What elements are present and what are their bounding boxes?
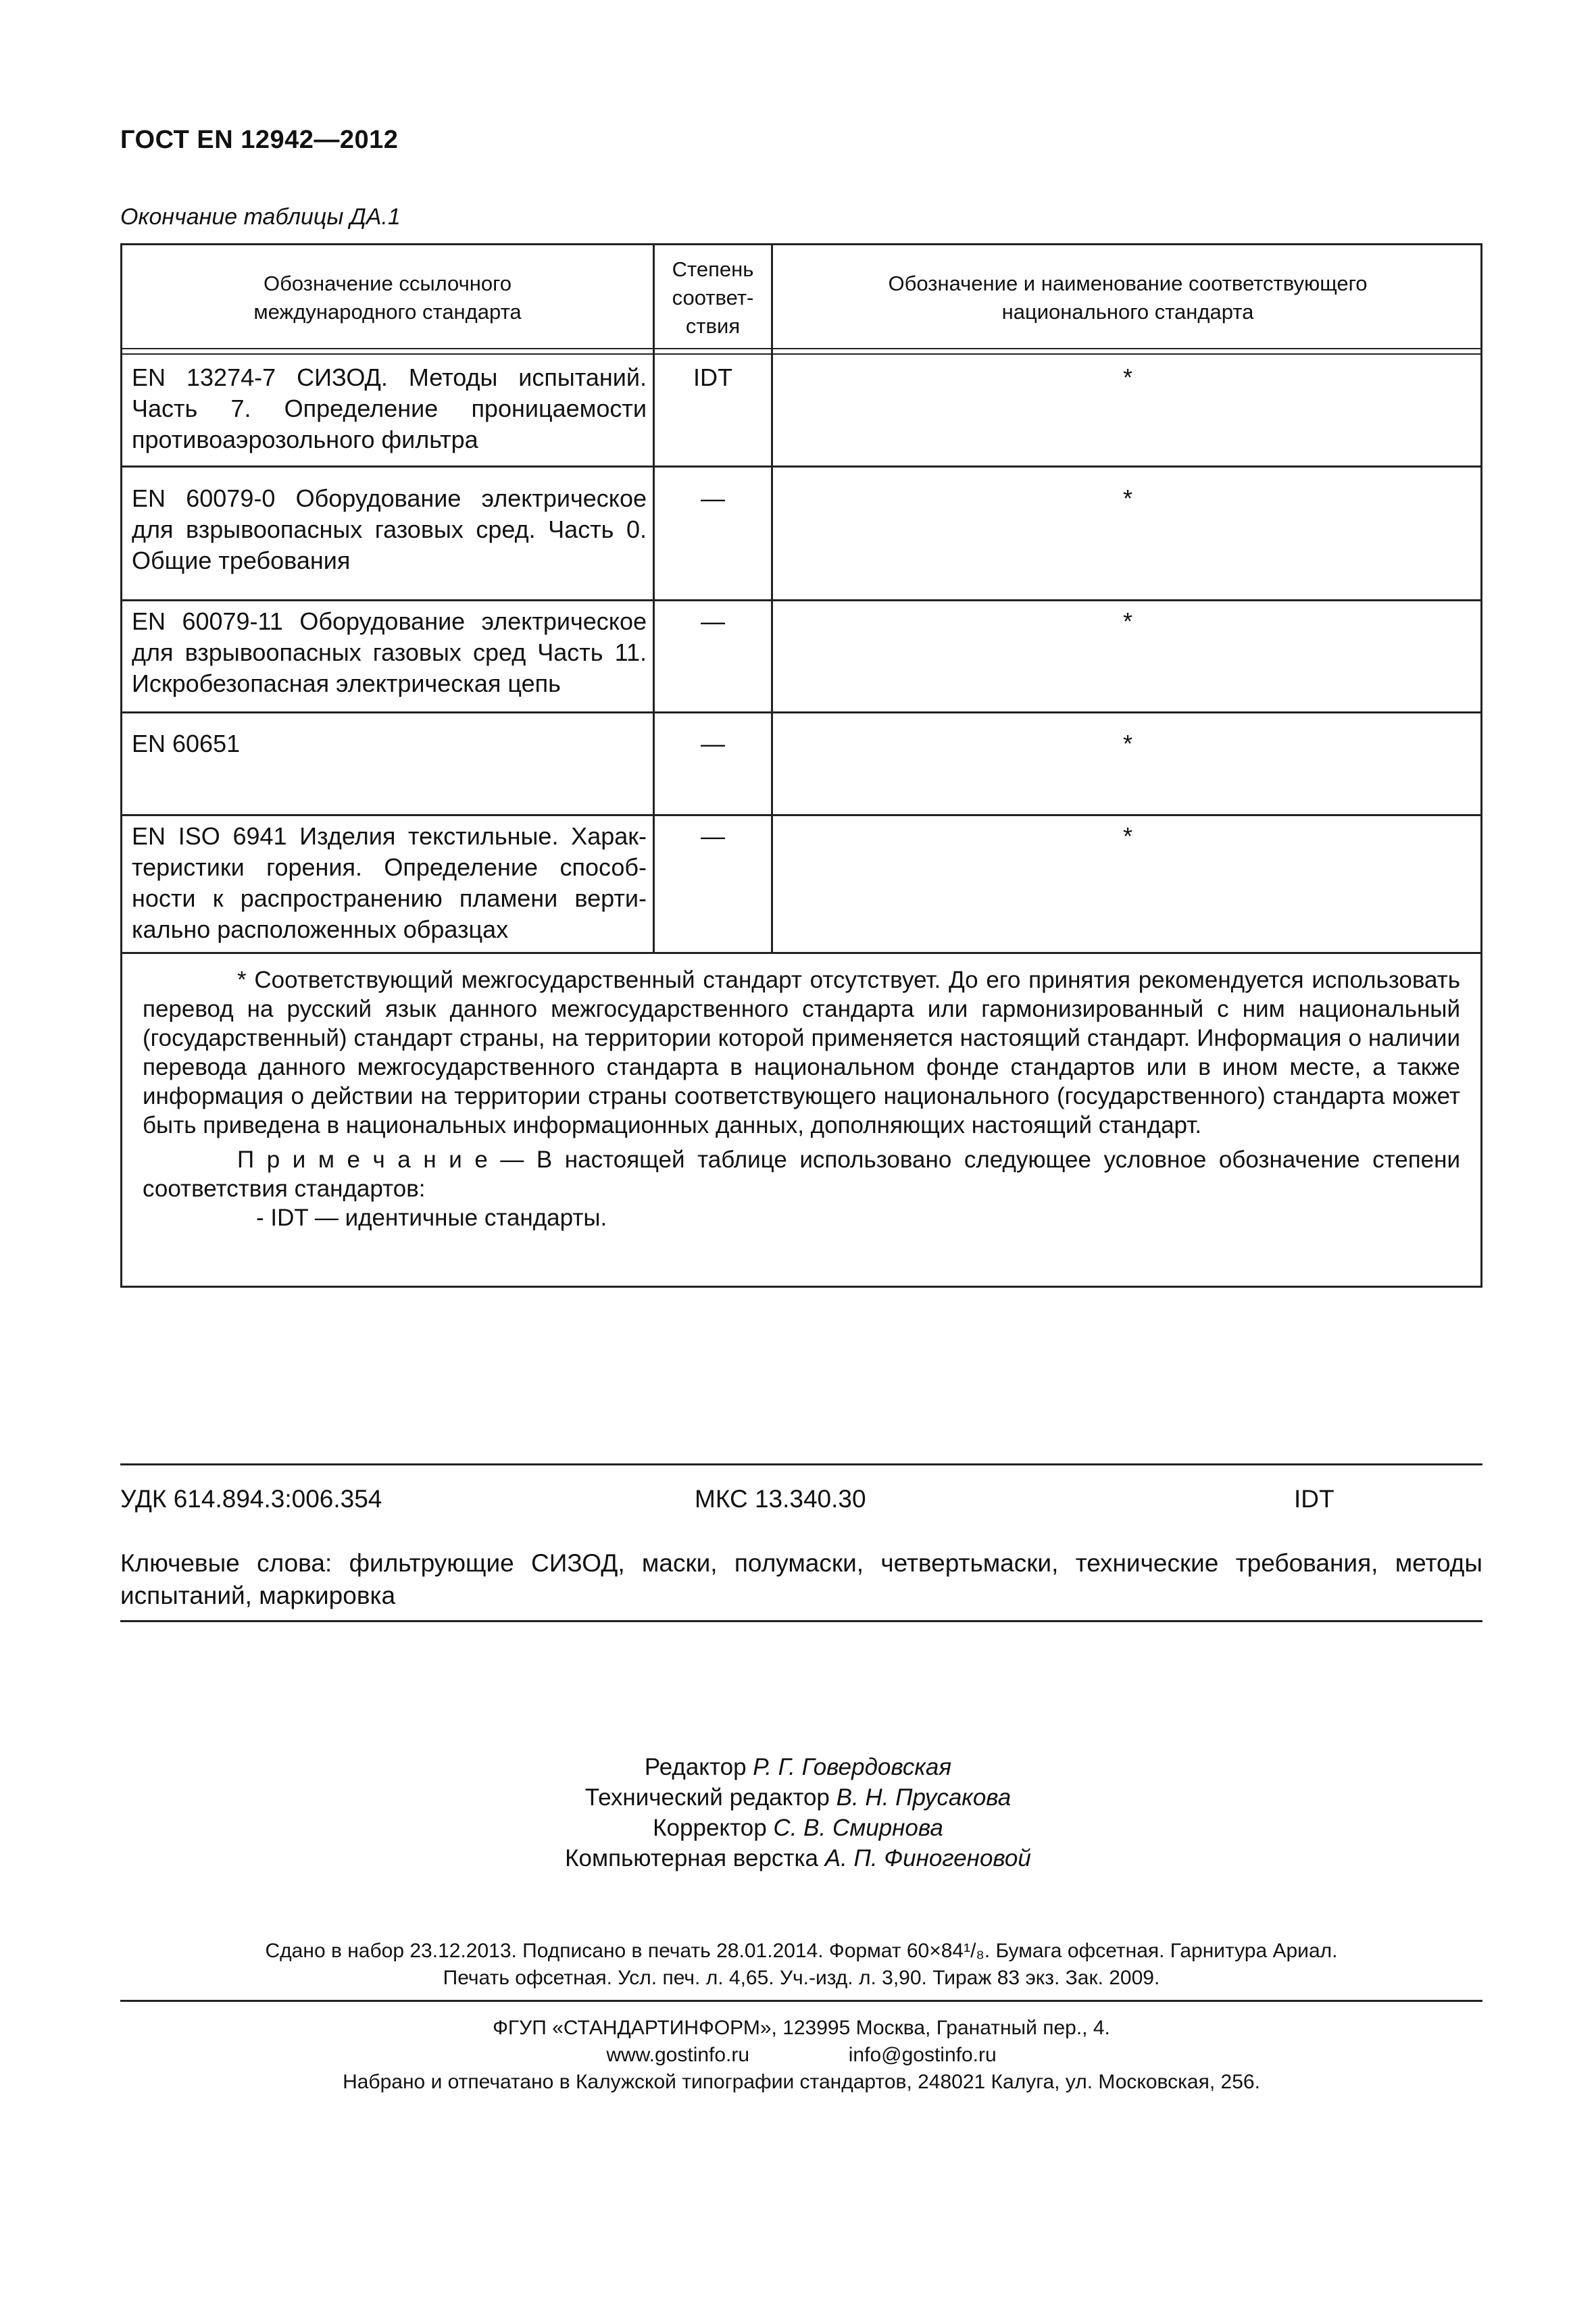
ref-line: EN ISO 6941 Изделия текстильные. Харак- — [132, 822, 647, 850]
row-ref-cell — [132, 362, 647, 455]
row-national-cell: * — [1122, 822, 1132, 850]
note-label: П р и м е ч а н и е — [237, 1147, 488, 1173]
row-degree-cell: — — [701, 607, 725, 635]
section-rule — [120, 2000, 1482, 2002]
publisher-info — [120, 2015, 1482, 2096]
ref-line: EN 60079-0 Оборудование электрическое — [132, 484, 647, 512]
udk-code: УДК 614.894.3:006.354 — [120, 1485, 382, 1513]
ref-line: противоаэрозольного фильтра — [132, 426, 478, 453]
credit-role: Редактор — [644, 1754, 747, 1780]
ref-line: теристики горения. Определение способ- — [132, 853, 647, 881]
ref-line: кально расположенных образцах — [132, 915, 509, 943]
section-rule — [120, 1620, 1482, 1622]
print-info — [120, 1938, 1482, 1992]
section-rule — [120, 1463, 1482, 1465]
credit-role: Корректор — [653, 1815, 767, 1841]
print-info-line: Печать офсетная. Усл. печ. л. 4,65. Уч.-изд. л. 3,90. Тираж 83 экз. Зак. 2009. — [443, 1967, 1160, 1989]
row-divider — [122, 711, 1480, 713]
row-national-cell: * — [1122, 607, 1132, 635]
publisher-contacts — [120, 2042, 1482, 2069]
ref-line: для взрывоопасных газовых сред. Часть 0. — [132, 515, 647, 543]
row-ref-cell — [132, 728, 647, 759]
document-header: ГОСТ EN 12942—2012 — [120, 126, 399, 154]
printer-info: Набрано и отпечатано в Калужской типографии стандартов, 248021 Калуга, ул. Московская, 256. — [343, 2071, 1260, 2093]
note-item: - IDT — идентичные стандарты. — [256, 1205, 607, 1231]
row-degree-cell: IDT — [693, 363, 732, 391]
row-ref-cell — [132, 483, 647, 576]
credit-line — [0, 1813, 1596, 1843]
row-degree-cell: — — [701, 730, 725, 757]
header-text: соответ- — [672, 285, 754, 309]
row-national-cell: * — [1122, 484, 1132, 512]
note-text: — В настоящей таблице использовано следующее условное обозначение степени соответствия стандартов: — [143, 1147, 1460, 1202]
ref-line: EN 60651 — [132, 730, 241, 757]
ref-line: Часть 7. Определение проницаемости — [132, 395, 647, 422]
header-cell-degree — [655, 245, 771, 350]
credit-name: С. В. Смирнова — [773, 1815, 943, 1841]
row-ref-cell — [132, 606, 647, 699]
credit-role: Компьютерная верстка — [565, 1845, 818, 1871]
row-degree-cell: — — [701, 484, 725, 512]
ref-line: EN 60079-11 Оборудование электрическое — [132, 607, 647, 635]
ref-line: EN 13274-7 СИЗОД. Методы испытаний. — [132, 363, 647, 391]
row-divider — [122, 466, 1480, 468]
table-footnote — [143, 965, 1460, 1232]
row-ref-cell — [132, 821, 647, 945]
header-cell-national — [773, 245, 1482, 350]
table-caption: Окончание таблицы ДА.1 — [120, 204, 401, 230]
header-rule — [122, 348, 1480, 349]
header-text: ствия — [685, 313, 741, 338]
footnote-text: * Соответствующий межгосударственный стандарт отсутствует. До его принятия рекомендуется использовать перевод на русский язык данного межгосударственного стандарта или гармонизированный с ним национальный (государственный) стандарт страны, на территории которой применяется настоящий стандарт. Информация о наличии перевода данного межгосударственного стандарта в национальном фонде стандартов или в ином месте, а также информация о действии на территории страны соответствующего национального (государственного) стандарта может быть приведена в национальных информационных данных, дополняющих настоящий стандарт. — [143, 967, 1460, 1138]
row-national-cell: * — [1122, 363, 1132, 391]
credit-name: В. Н. Прусакова — [836, 1784, 1012, 1811]
ref-line: Искробезопасная электрическая цепь — [132, 670, 561, 697]
credit-name: А. П. Финогеновой — [824, 1845, 1031, 1871]
credit-line — [0, 1752, 1596, 1782]
row-divider — [122, 599, 1480, 601]
row-divider — [122, 814, 1480, 816]
credit-line — [0, 1843, 1596, 1873]
credit-line — [0, 1782, 1596, 1813]
header-text: Степень — [672, 257, 754, 281]
header-text: Обозначение ссылочного — [264, 271, 512, 295]
row-degree-cell: — — [701, 822, 725, 850]
print-info-line: Сдано в набор 23.12.2013. Подписано в печать 28.01.2014. Формат 60×84¹/₈. Бумага офсетная. Гарнитура Ариал. — [265, 1940, 1338, 1962]
mks-code: МКС 13.340.30 — [695, 1485, 866, 1513]
header-text: национального стандарта — [1001, 299, 1254, 324]
ref-line: Общие требования — [132, 547, 351, 574]
credit-name: Р. Г. Говердовская — [753, 1754, 952, 1780]
header-text: Обозначение и наименование соответствующего — [888, 271, 1368, 295]
row-national-cell: * — [1122, 730, 1132, 757]
publisher-email[interactable]: info@gostinfo.ru — [848, 2044, 997, 2066]
table-note — [143, 1145, 1460, 1203]
ref-line: ности к распространению пламени верти- — [132, 884, 647, 912]
ref-line: для взрывоопасных газовых сред Часть 11. — [132, 638, 647, 666]
header-rule — [122, 353, 1480, 355]
publisher-website[interactable]: www.gostinfo.ru — [606, 2044, 750, 2066]
header-text: международного стандарта — [253, 299, 522, 324]
keywords: Ключевые слова: фильтрующие СИЗОД, маски, полумаски, четвертьмаски, технические требования, методы испытаний, маркировка — [120, 1549, 1482, 1609]
credits-block — [0, 1752, 1596, 1873]
degree-code: IDT — [1294, 1485, 1335, 1513]
header-cell-ref — [122, 245, 653, 350]
credit-role: Технический редактор — [584, 1784, 830, 1811]
reference-table — [120, 243, 1482, 1288]
publisher-address: ФГУП «СТАНДАРТИНФОРМ», 123995 Москва, Гранатный пер., 4. — [493, 2017, 1110, 2039]
row-divider — [122, 952, 1480, 954]
